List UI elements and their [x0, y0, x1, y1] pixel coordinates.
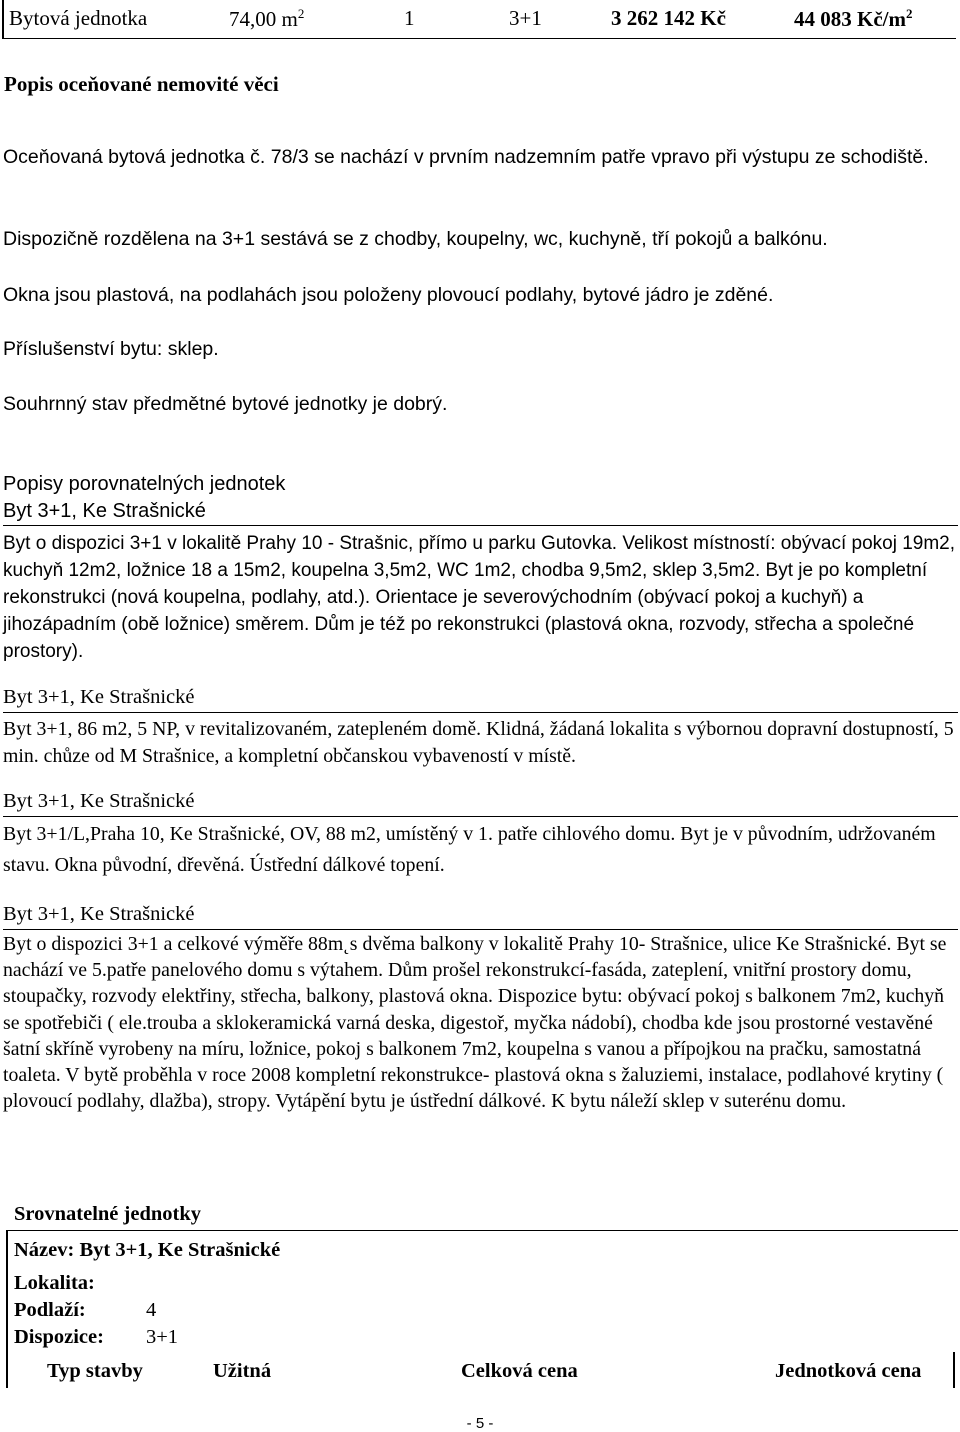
layout-value: 3+1 [146, 1326, 179, 1348]
locality-label: Lokalita: [14, 1272, 95, 1294]
column-total-price: Celková cena [461, 1360, 578, 1382]
floor-label: Podlaží: [14, 1299, 86, 1321]
comparable-2-text: Byt 3+1, 86 m2, 5 NP, v revitalizovaném, zatepleném domě. Klidná, žádaná lokalita s výbornou dopravní dostupností, 5 min. chůze od M Strašnice, a kompletní občanskou vybaveností v místě. [3, 718, 954, 767]
comparable-4-text: Byt o dispozici 3+1 a celkové výměře 88m˛s dvěma balkony v lokalitě Prahy 10- Strašnice, ulice Ke Strašnické. Byt se nachází ve 5.patře panelového domu s výtahem. Dům prošel rekonstrukcí-fasáda, zateplení, vnitřní prostory domu, stoupačky, rozvody elektřiny, střecha, balkony, plastová okna. Dispozice bytu: obývací pokoj s balkonem 7m2, kuchyň se spotřebiči ( ele.trouba a sklokeramická varná deska, digestoř, myčka nádobí), chodba kde jsou prostorné vestavěné šatní skříně vyrobeny na míru, ložnice, pokoj s balkonem 7m2, koupelna s vanou a přípojkou na pračku, samostatná toaleta. V bytě proběhla v roce 2008 kompletní rekonstrukce- plastová okna s žaluziemi, instalace, podlahové krytiny ( plovoucí podlahy, dlažba), stropy. Vytápění bytu je ústřední dálkové. K bytu náleží sklep v suterénu domu. [3, 933, 947, 1113]
table-left-border [6, 1230, 8, 1388]
comparable-2-rule [3, 712, 958, 713]
comparable-2-title: Byt 3+1, Ke Strašnické [3, 686, 195, 708]
comparable-4-title: Byt 3+1, Ke Strašnické [3, 903, 195, 925]
unit-type: Bytová jednotka [9, 6, 148, 30]
comparable-3-rule [3, 816, 958, 817]
unit-name: Název: Byt 3+1, Ke Strašnické [14, 1239, 281, 1261]
comparable-3-title: Byt 3+1, Ke Strašnické [3, 790, 195, 812]
unit-count: 1 [404, 6, 415, 30]
unit-area: 74,00 $m^2$ [229, 6, 305, 31]
unit-price-per-m2: 44 083 $Kč/m^2$ [794, 6, 913, 31]
description-p2: Dispozičně rozdělena na 3+1 sestává se z chodby, koupelny, wc, kuchyně, tří pokojů a balkónu. [3, 228, 828, 250]
comparable-1-rule [3, 525, 958, 526]
table-top-rule [6, 1230, 958, 1231]
comparison-table-heading: Srovnatelné jednotky [14, 1203, 201, 1225]
summary-row [0, 0, 960, 42]
comparable-3-text: Byt 3+1/L,Praha 10, Ke Strašnické, OV, 88 m2, umístěný v 1. patře cihlového domu. Byt je v původním, udržovaném stavu. Okna původní, dřevěná. Ústřední dálkové topení. [3, 823, 936, 876]
comparable-4-rule [3, 929, 958, 930]
unit-layout: 3+1 [509, 6, 542, 30]
column-building-type: Typ stavby [47, 1360, 143, 1382]
floor-value: 4 [146, 1299, 157, 1321]
comparable-1-text: Byt o dispozici 3+1 v lokalitě Prahy 10 - Strašnic, přímo u parku Gutovka. Velikost místností: obývací pokoj 19m2, kuchyň 12m2, ložnice 18 a 15m2, koupelna 3,5m2, WC 1m2, chodba 9,5m2, sklep 3,5m2. Byt je po kompletní rekonstrukci (nová koupelna, podlahy, atd.). Orientace je severovýchodním (obývací pokoj a kuchyň) a jihozápadním (obě ložnice) směrem. Dům je též po rekonstrukci (plastová okna, rozvody, střecha a společné prostory). [3, 533, 956, 662]
page-number: - 5 - [466, 1415, 494, 1432]
layout-label: Dispozice: [14, 1326, 104, 1348]
table-right-border [953, 1352, 955, 1388]
description-heading: Popis oceňované nemovité věci [4, 72, 279, 96]
description-p4: Příslušenství bytu: sklep. [3, 338, 219, 360]
unit-price: 3 262 142 Kč [611, 6, 726, 30]
description-p3: Okna jsou plastová, na podlahách jsou položeny plovoucí podlahy, bytové jádro je zděné. [3, 284, 774, 306]
description-p1: Oceňovaná bytová jednotka č. 78/3 se nachází v prvním nadzemním patře vpravo při výstupu ze schodiště. [3, 146, 929, 168]
row-left-border [2, 0, 4, 38]
row-bottom-border [2, 38, 956, 39]
comparables-heading: Popisy porovnatelných jednotek [3, 473, 286, 495]
comparable-1-title: Byt 3+1, Ke Strašnické [3, 500, 206, 522]
column-unit-price: Jednotková cena [775, 1360, 922, 1382]
description-p5: Souhrnný stav předmětné bytové jednotky je dobrý. [3, 393, 448, 415]
column-usable-area: Užitná [213, 1360, 272, 1382]
